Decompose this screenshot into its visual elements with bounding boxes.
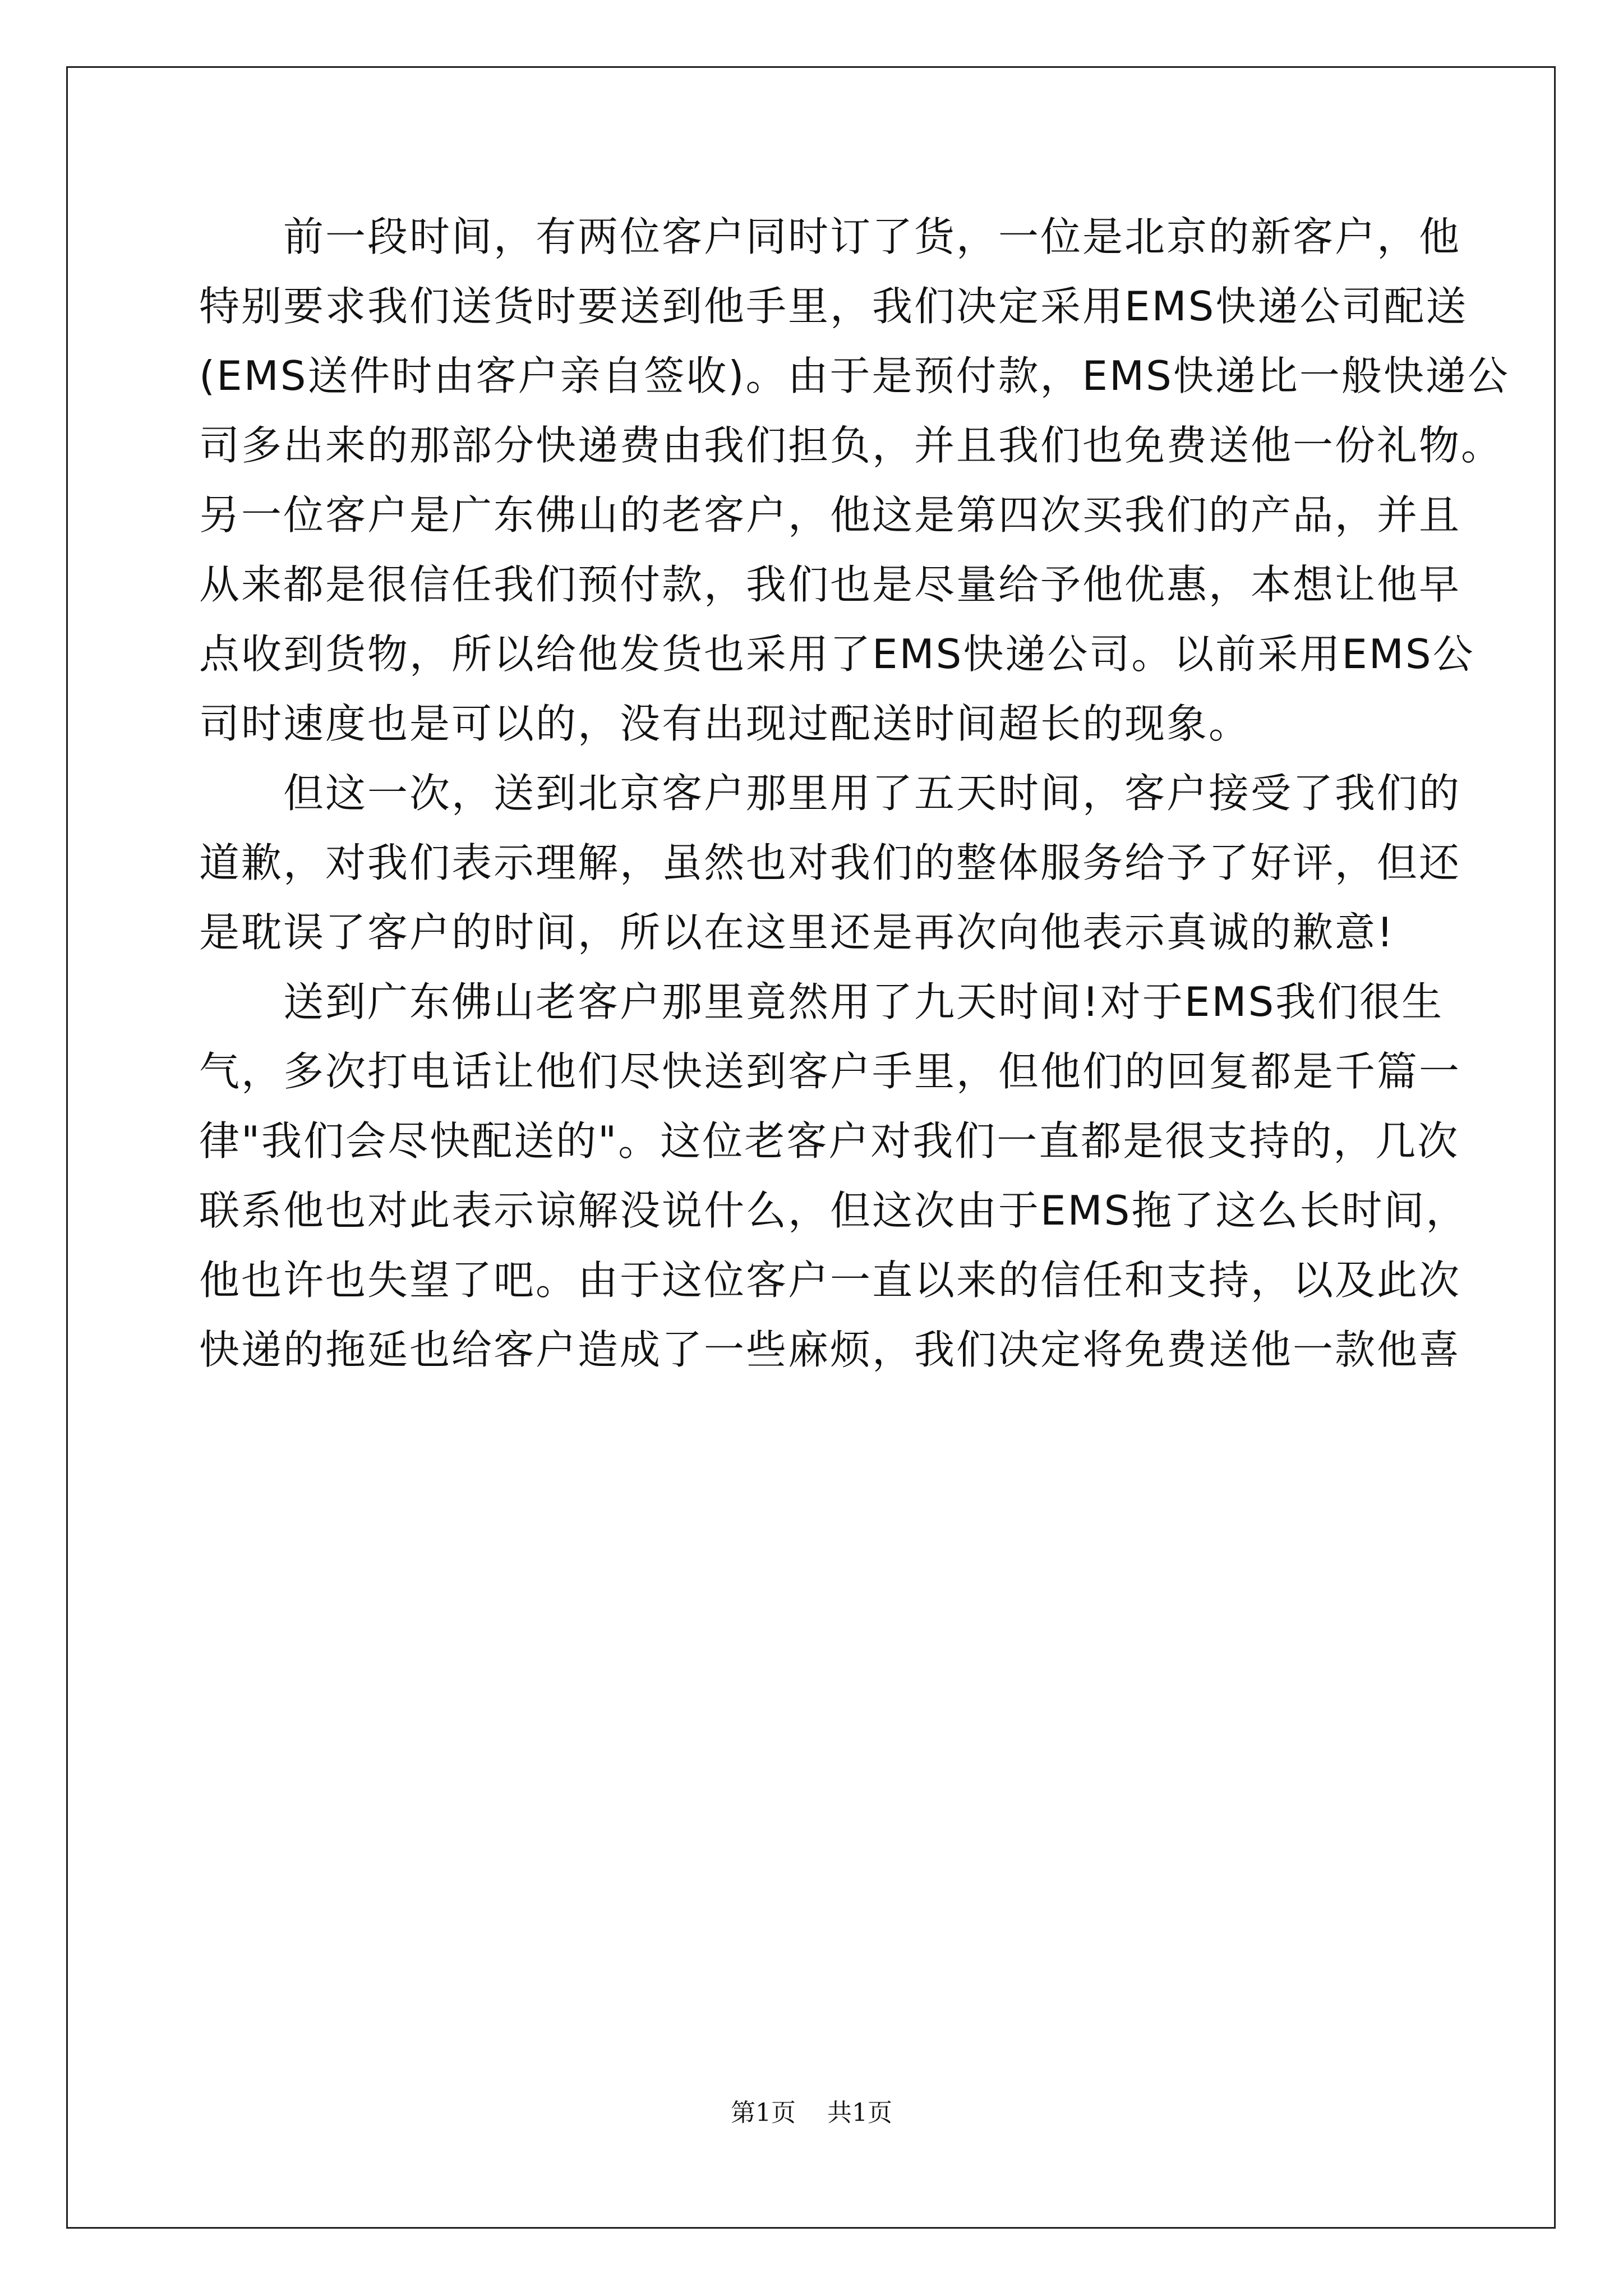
page-total: 共1页 (827, 2099, 892, 2127)
text-line: 另一位客户是广东佛山的老客户，他这是第四次买我们的产品，并且 (199, 491, 1461, 539)
text-line: 特别要求我们送货时要送到他手里，我们决定采用EMS快递公司配送 (199, 283, 1468, 330)
text-line: 联系他也对此表示谅解没说什么，但这次由于EMS拖了这么长时间， (199, 1187, 1468, 1234)
text-line: 前一段时间，有两位客户同时订了货，一位是北京的新客户，他 (199, 213, 1461, 260)
document-body (199, 202, 1510, 1384)
text-line: 道歉，对我们表示理解，虽然也对我们的整体服务给予了好评，但还 (199, 839, 1461, 886)
text-line: 是耽误了客户的时间，所以在这里还是再次向他表示真诚的歉意! (199, 909, 1395, 956)
text-line: (EMS送件时由客户亲自签收)。由于是预付款，EMS快递比一般快递公 (199, 352, 1510, 399)
text-line: 快递的拖延也给客户造成了一些麻烦，我们决定将免费送他一款他喜 (199, 1326, 1461, 1373)
text-line: 送到广东佛山老客户那里竟然用了九天时间!对于EMS我们很生 (199, 978, 1444, 1025)
text-line: 从来都是很信任我们预付款，我们也是尽量给予他优惠，本想让他早 (199, 561, 1461, 608)
paragraph-1 (199, 202, 1510, 758)
text-line: 他也许也失望了吧。由于这位客户一直以来的信任和支持，以及此次 (199, 1257, 1461, 1304)
text-line: 司多出来的那部分快递费由我们担负，并且我们也免费送他一份礼物。 (199, 422, 1504, 469)
text-line: 点收到货物，所以给他发货也采用了EMS快递公司。以前采用EMS公 (199, 631, 1475, 678)
page-footer (0, 2092, 1623, 2128)
paragraph-3 (199, 967, 1468, 1384)
text-line: 律"我们会尽快配送的"。这位老客户对我们一直都是很支持的，几次 (199, 1117, 1460, 1165)
paragraph-2 (199, 758, 1461, 967)
text-line: 气，多次打电话让他们尽快送到客户手里，但他们的回复都是千篇一 (199, 1048, 1461, 1095)
text-line: 但这一次，送到北京客户那里用了五天时间，客户接受了我们的 (199, 770, 1461, 817)
page-number: 第1页 (731, 2099, 796, 2127)
text-line: 司时速度也是可以的，没有出现过配送时间超长的现象。 (199, 700, 1251, 747)
